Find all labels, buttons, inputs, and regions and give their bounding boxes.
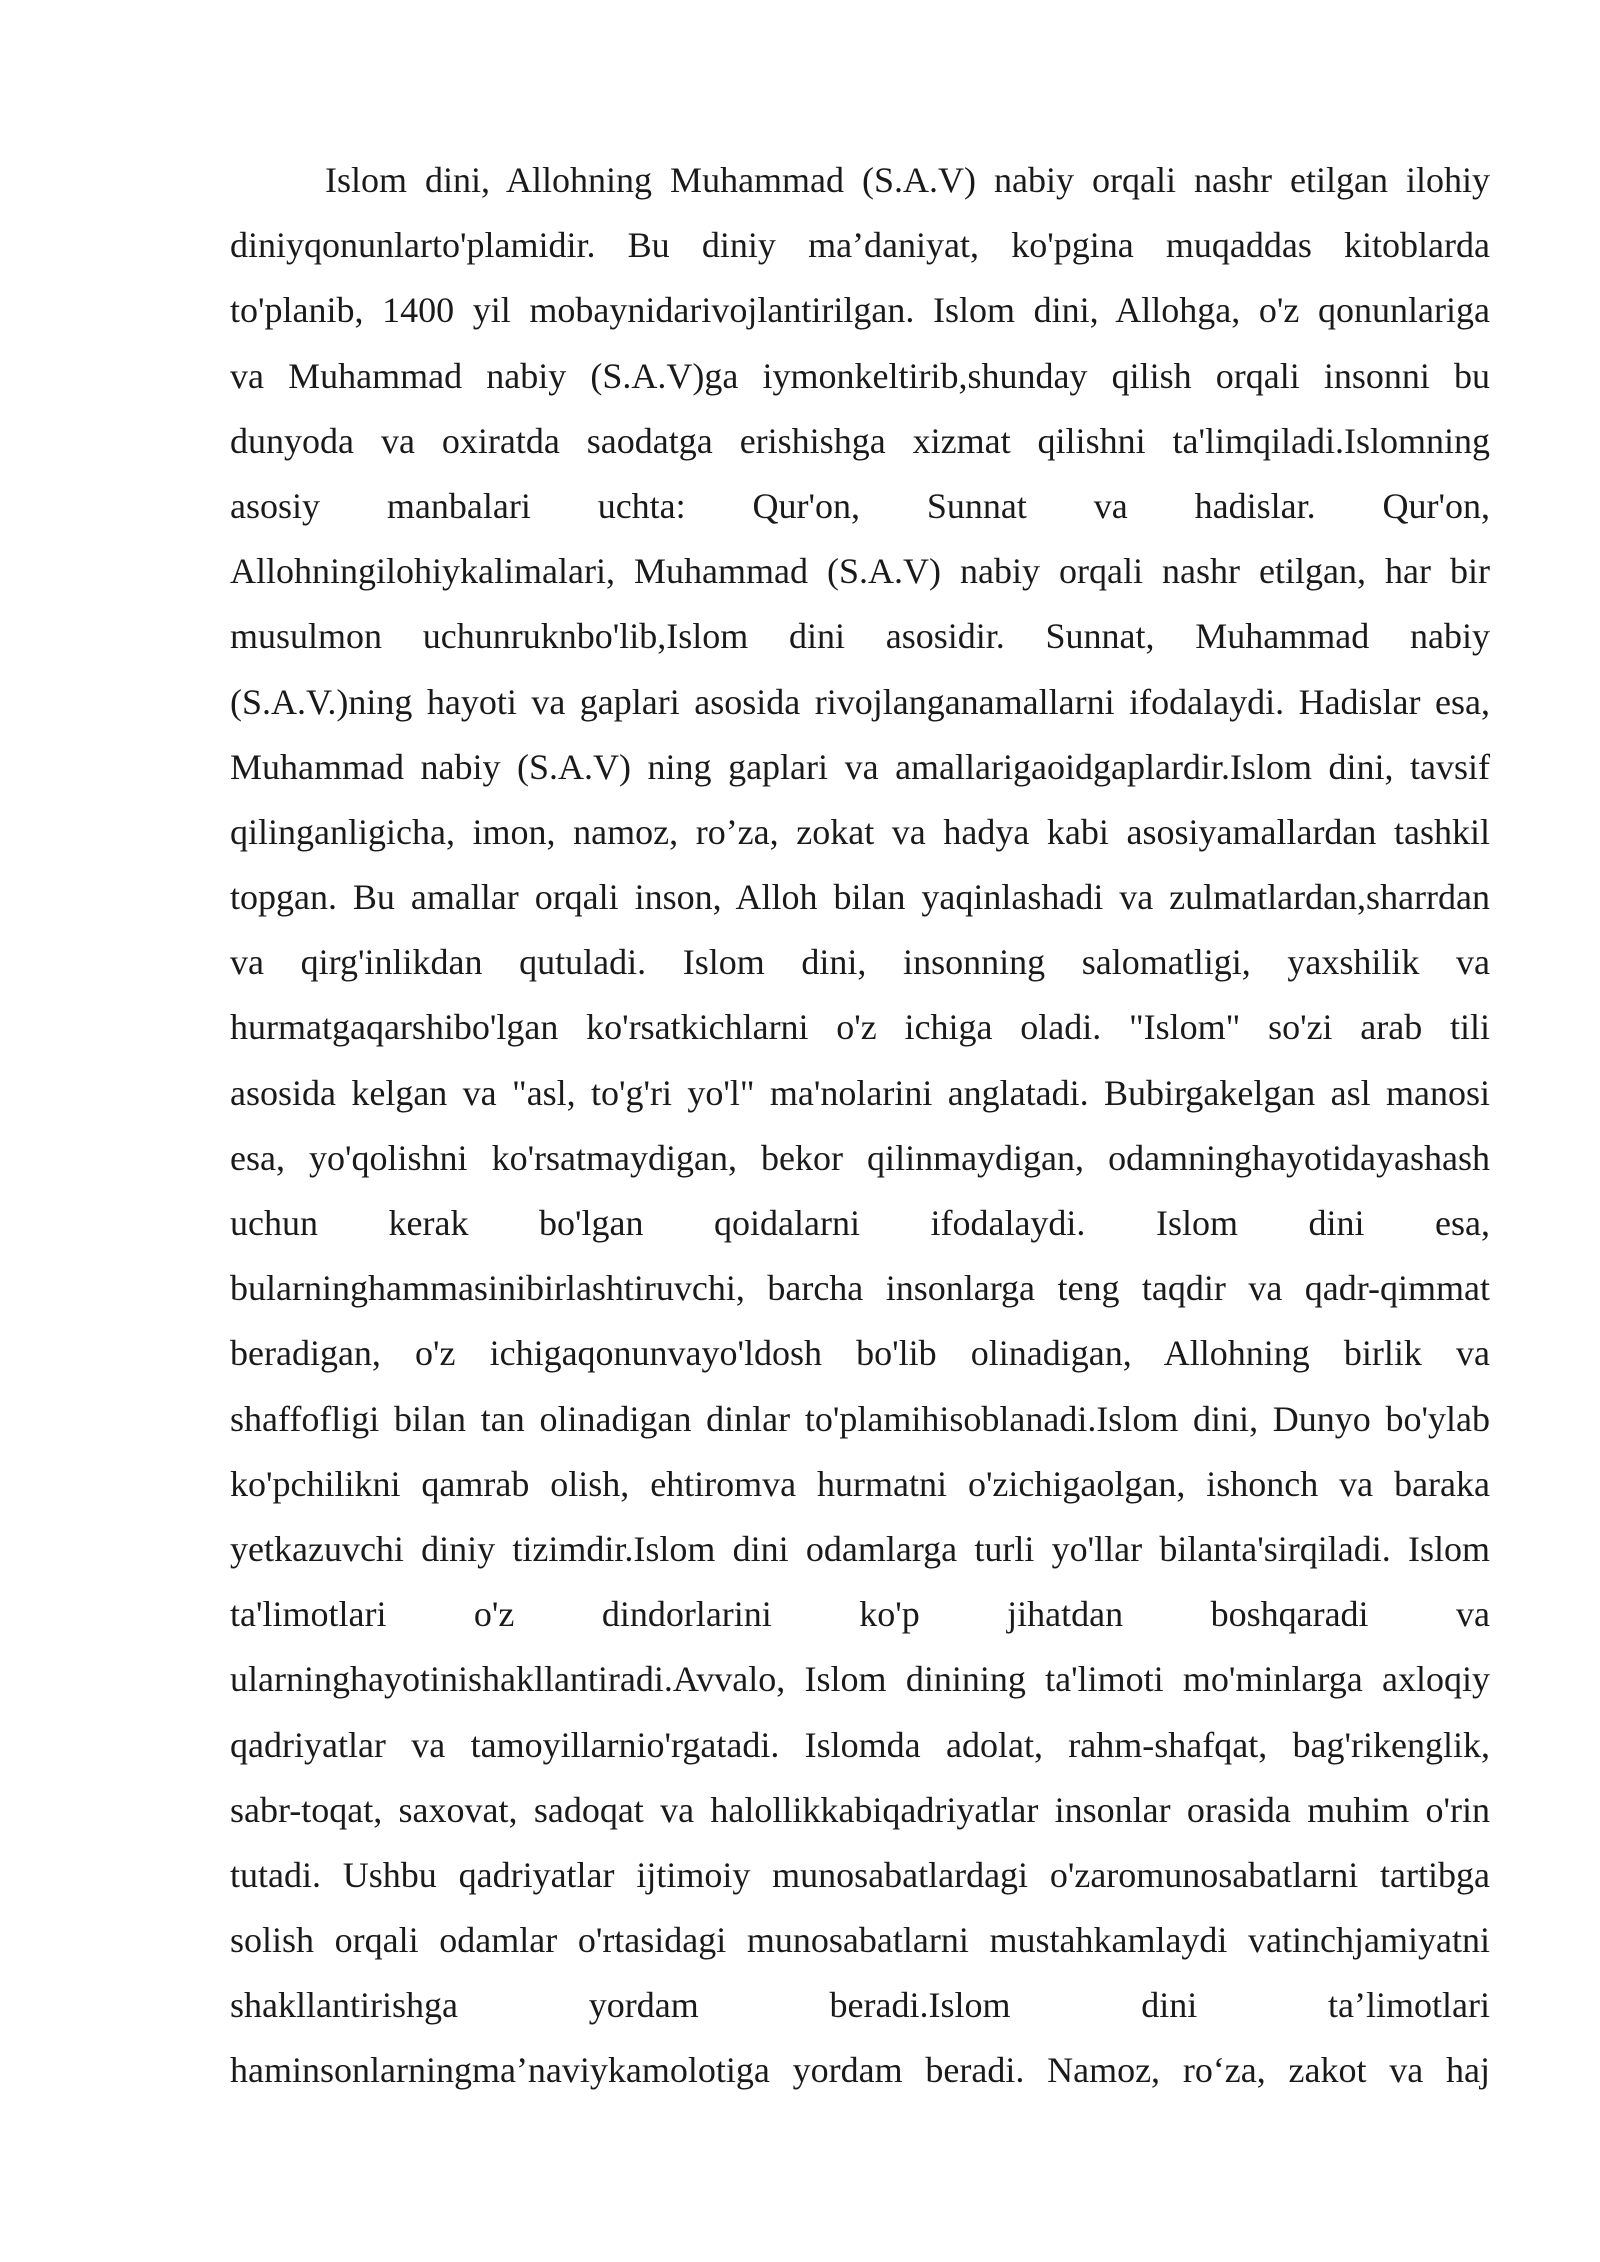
paragraph-line: Islom dini, Allohning Muhammad (S.A.V) nabiy orqali nashr etilgan ilohiy	[325, 160, 1490, 200]
paragraph-line: haminsonlarningma’naviykamolotiga yordam beradi. Namoz, ro‘za, zakot va haj	[230, 2050, 1490, 2091]
paragraph-line: hurmatgaqarshibo'lgan ko'rsatkichlarni o'z ichiga oladi. "Islom" so'zi arab tili	[230, 1007, 1490, 1048]
paragraph-line: tutadi. Ushbu qadriyatlar ijtimoiy munosabatlardagi o'zaromunosabatlarni tartibga	[230, 1854, 1490, 1895]
paragraph-line: shaffofligi bilan tan olinadigan dinlar to'plamihisoblanadi.Islom dini, Dunyo bo'ylab	[230, 1398, 1490, 1439]
paragraph-line: beradigan, o'z ichigaqonunvayo'ldosh bo'lib olinadigan, Allohning birlik va	[230, 1333, 1490, 1374]
paragraph-line: qilinganligicha, imon, namoz, ro’za, zokat va hadya kabi asosiyamallardan tashkil	[230, 811, 1490, 852]
paragraph-line: topgan. Bu amallar orqali inson, Alloh bilan yaqinlashadi va zulmatlardan,sharrdan	[230, 877, 1490, 918]
paragraph-line: esa, yo'qolishni ko'rsatmaydigan, bekor qilinmaydigan, odamninghayotidayashash	[230, 1137, 1490, 1178]
paragraph-line: to'planib, 1400 yil mobaynidarivojlantirilgan. Islom dini, Allohga, o'z qonunlariga	[230, 290, 1490, 331]
paragraph-line: ta'limotlari o'z dindorlarini ko'p jihatdan boshqaradi va	[230, 1594, 1490, 1635]
paragraph-line: va Muhammad nabiy (S.A.V)ga iymonkeltirib,shunday qilish orqali insonni bu	[230, 355, 1490, 396]
paragraph-line: sabr-toqat, saxovat, sadoqat va halollikkabiqadriyatlar insonlar orasida muhim o'rin	[230, 1789, 1490, 1830]
paragraph-line: qadriyatlar va tamoyillarnio'rgatadi. Islomda adolat, rahm-shafqat, bag'rikenglik,	[230, 1724, 1490, 1765]
paragraph-line: shakllantirishga yordam beradi.Islom dini ta’limotlari	[230, 1985, 1490, 2026]
paragraph-line: asosida kelgan va "asl, to'g'ri yo'l" ma'nolarini anglatadi. Bubirgakelgan asl manosi	[230, 1072, 1490, 1113]
paragraph-line: uchun kerak bo'lgan qoidalarni ifodalaydi. Islom dini esa,	[230, 1203, 1490, 1243]
paragraph-line: (S.A.V.)ning hayoti va gaplari asosida rivojlanganamallarni ifodalaydi. Hadislar esa,	[230, 681, 1490, 722]
paragraph-line: asosiy manbalari uchta: Qur'on, Sunnat va hadislar. Qur'on,	[230, 485, 1490, 526]
paragraph-line: Muhammad nabiy (S.A.V) ning gaplari va amallarigaoidgaplardir.Islom dini, tavsif	[230, 746, 1490, 787]
paragraph-line: Allohningilohiykalimalari, Muhammad (S.A.V) nabiy orqali nashr etilgan, har bir	[230, 551, 1490, 592]
paragraph-line: musulmon uchunruknbo'lib,Islom dini asosidir. Sunnat, Muhammad nabiy	[230, 616, 1490, 657]
paragraph-line: dunyoda va oxiratda saodatga erishishga xizmat qilishni ta'limqiladi.Islomning	[230, 420, 1490, 461]
paragraph-line: yetkazuvchi diniy tizimdir.Islom dini odamlarga turli yo'llar bilanta'sirqiladi. Islom	[230, 1528, 1490, 1569]
paragraph-line: va qirg'inlikdan qutuladi. Islom dini, insonning salomatligi, yaxshilik va	[230, 942, 1490, 983]
paragraph-line: bularninghammasinibirlashtiruvchi, barcha insonlarga teng taqdir va qadr-qimmat	[230, 1268, 1490, 1309]
body-paragraph	[230, 148, 1490, 2104]
paragraph-line: diniyqonunlarto'plamidir. Bu diniy ma’daniyat, ko'pgina muqaddas kitoblarda	[230, 225, 1490, 266]
paragraph-line: ko'pchilikni qamrab olish, ehtiromva hurmatni o'zichigaolgan, ishonch va baraka	[230, 1463, 1490, 1504]
paragraph-line: solish orqali odamlar o'rtasidagi munosabatlarni mustahkamlaydi vatinchjamiyatni	[230, 1920, 1490, 1961]
paragraph-line: ularninghayotinishakllantiradi.Avvalo, Islom dinining ta'limoti mo'minlarga axloqiy	[230, 1659, 1490, 1700]
